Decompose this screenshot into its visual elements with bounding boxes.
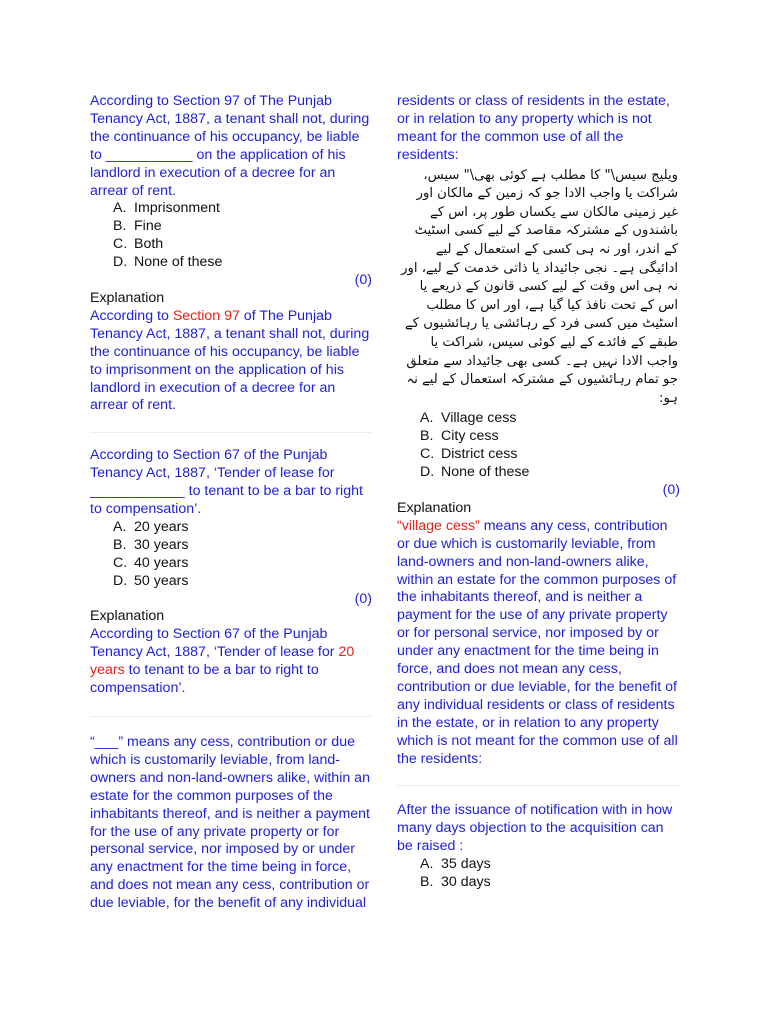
option-a[interactable]: A. Imprisonment	[113, 200, 220, 217]
option-c[interactable]: C. 40 years	[113, 554, 189, 571]
option-b[interactable]: B. 30 years	[113, 536, 189, 553]
options-list	[397, 410, 680, 482]
question-3-text-part1: “___” means any cess, contribution or due which is customarily leviable, from land-owners and non-land-owners alike, within an estate for the common purposes of the inhabitants thereof, and is neither a payment for the use of any private property or for personal service, nor imposed by or under any enactment for the time being in force, and does not mean any cess, contribution or due leviable, for the benefit of any individual	[90, 734, 370, 912]
score: (0)	[354, 272, 372, 289]
explanation-label: Explanation	[90, 289, 165, 306]
explanation-text: According to Section 97 of The Punjab Tenancy Act, 1887, a tenant shall not, during the continuance of his occupancy, be liable to imprisonment on the application of his landlord in execution of a decree for an arrear of rent.	[90, 307, 370, 414]
divider	[397, 785, 680, 786]
left-column	[90, 93, 372, 913]
option-d[interactable]: D. None of these	[420, 464, 530, 481]
question-text: According to Section 67 of the Punjab Tenancy Act, 1887, ‘Tender of lease for ____________ to tenant to be a bar to right to compensation’.	[90, 447, 363, 518]
question-4	[397, 802, 680, 892]
option-b[interactable]: B. City cess	[420, 428, 499, 445]
option-c[interactable]: C. District cess	[420, 446, 518, 463]
right-column	[397, 93, 680, 892]
score: (0)	[662, 481, 680, 498]
option-a[interactable]: A. 35 days	[420, 856, 491, 873]
question-text: According to Section 97 of The Punjab Tenancy Act, 1887, a tenant shall not, during the continuance of his occupancy, be liable to ___________ on the application of his landlord in execution of a decree for an arrear of rent.	[90, 93, 370, 199]
options-list	[90, 519, 372, 591]
divider	[90, 432, 372, 433]
question-text: After the issuance of notification with in how many days objection to the acquisition can be raised :	[397, 802, 673, 855]
explanation-label: Explanation	[90, 608, 165, 625]
urdu-translation: ویلیج سیس\" کا مطلب ہے کوئی بھی\" سیس، شراکت یا واجب الادا جو کہ زمین کے مالکان اور غیر زمینی مالکان سے یکساں طور پر، اس کے باشندوں کے مشترکہ مقاصد کے لیے کسی اسٹیٹ کے اندر، اور نہ ہی کسی کے استعمال کے لیے ادائیگی ہے۔ نجی جائیداد یا ذاتی خدمت کے لیے، اور نہ ہی اس وقت کے لیے کسی قانون کے ذریعے یا اس کے تحت نافذ کیا گیا ہے، اور اس کا مطلب اسٹیٹ میں کسی فرد کے رہائشی یا رہائشیوں کے طبقے کے فائدے کے لیے کوئی سیس، شراکت یا واجب الادا نہیں ہے۔ کسی بھی جائیداد سے متعلق جو تمام رہائشیوں کے مشترکہ استعمال کے لیے نہ ہو:	[401, 167, 678, 406]
option-a[interactable]: A. Village cess	[420, 410, 517, 427]
question-3-text-part2: residents or class of residents in the estate, or in relation to any property which is not meant for the common use of all the residents:	[397, 93, 670, 163]
options-list	[397, 856, 680, 892]
divider	[90, 716, 372, 717]
option-b[interactable]: B. Fine	[113, 218, 162, 235]
question-2	[90, 447, 372, 698]
explanation-text: “village cess” means any cess, contribution or due which is customarily leviable, from land-owners and non-land-owners alike, within an estate for the common purposes of the inhabitants thereof, and is neither a payment for the use of any private property or for personal service, nor imposed by or under any enactment for the time being in force, and does not mean any cess, contribution or due leviable, for the benefit of any individual residents or class of residents in the estate, or in relation to any property which is not meant for the common use of all the residents:	[397, 517, 678, 767]
question-1	[90, 93, 372, 415]
score: (0)	[354, 590, 372, 607]
option-c[interactable]: C. Both	[113, 236, 164, 253]
explanation-text: According to Section 67 of the Punjab Tenancy Act, 1887, ‘Tender of lease for 20 years to tenant to be a bar to right to compensation’.	[90, 626, 355, 697]
option-a[interactable]: A. 20 years	[113, 518, 189, 535]
option-b[interactable]: B. 30 days	[420, 874, 491, 891]
option-d[interactable]: D. 50 years	[113, 572, 189, 589]
options-list	[90, 200, 372, 272]
explanation-label: Explanation	[397, 499, 472, 516]
option-d[interactable]: D. None of these	[113, 254, 223, 271]
